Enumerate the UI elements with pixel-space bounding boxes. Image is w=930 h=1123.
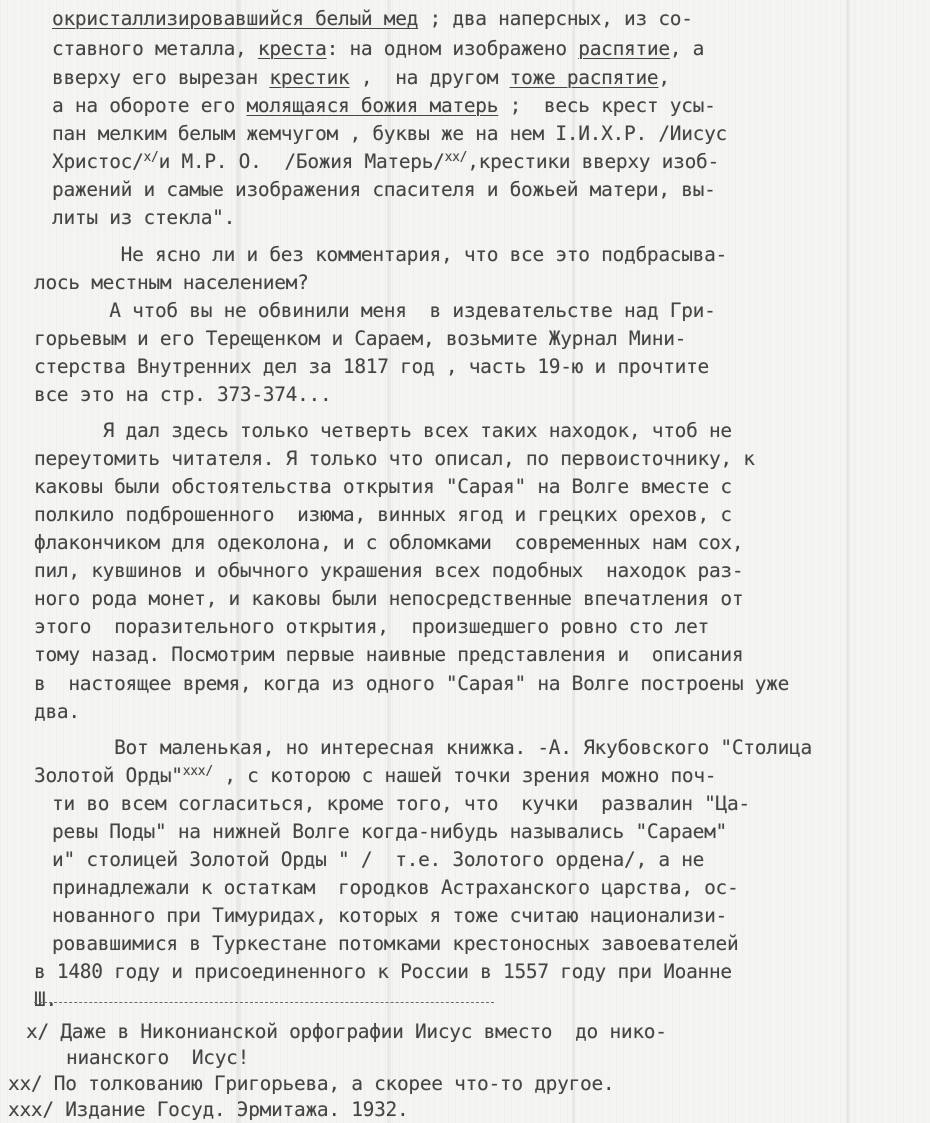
underlined-text: молящаяся божия матерь xyxy=(246,94,499,117)
text-segment: нованного при Тимуридах, которых я тоже считаю национализи- xyxy=(52,904,727,927)
text-line xyxy=(52,904,727,928)
text-segment: : на одном изображено xyxy=(326,37,579,60)
text-line xyxy=(34,355,709,379)
text-line xyxy=(52,7,693,31)
footnote-line: нианского Исус! xyxy=(66,1046,250,1069)
footnote-separator xyxy=(34,1002,494,1003)
footnote-line: х/ Даже в Никонианской орфографии Иисус вместо до нико- xyxy=(26,1020,667,1043)
text-line xyxy=(34,764,716,788)
text-line xyxy=(34,419,732,443)
text-line xyxy=(52,792,750,816)
text-line xyxy=(52,243,727,267)
text-segment: пан мелким белым жемчугом , буквы же на нем І.И.Х.Р. /Иисус xyxy=(52,122,727,145)
text-segment: ного рода монет, и каковы были непосредственные впечатления от xyxy=(34,587,744,610)
text-line xyxy=(52,66,670,90)
underlined-text: распятие xyxy=(578,37,670,60)
text-segment: пил, кувшинов и обычного украшения всех подобных находок раз- xyxy=(34,559,744,582)
text-line xyxy=(34,503,732,527)
text-segment: , а xyxy=(669,37,705,60)
text-line xyxy=(34,615,709,639)
text-segment: этого поразительного открытия, произшедшего ровно сто лет xyxy=(34,615,709,638)
text-segment: ; два наперсных, из со- xyxy=(418,7,693,30)
footnote-marker: х/ xyxy=(143,150,159,165)
text-segment: Я дал здесь только четверть всех таких находок, чтоб не xyxy=(34,419,732,442)
text-segment: ревы Поды" на нижней Волге когда-нибудь назывались "Сараем" xyxy=(52,820,727,843)
text-line xyxy=(34,531,743,555)
text-segment: Ш. xyxy=(34,988,57,1011)
text-line xyxy=(52,122,727,146)
text-line xyxy=(34,988,57,1012)
text-segment: ; весь крест усы- xyxy=(498,94,716,117)
text-line xyxy=(52,37,704,61)
text-segment: флакончиком для одеколона, и с обломками современных нам сох, xyxy=(34,531,744,554)
text-segment: в настоящее время, когда из одного "Сарая" на Волге построены уже xyxy=(34,672,790,695)
text-segment: ,крестики вверху изоб- xyxy=(467,150,719,173)
text-line xyxy=(34,475,732,499)
text-segment: Не ясно ли и без комментария, что все это подбрасыва- xyxy=(52,243,727,266)
text-segment: принадлежали к остаткам городков Астраханского царства, ос- xyxy=(52,876,739,899)
text-line xyxy=(34,447,755,471)
text-line xyxy=(52,932,738,956)
text-line xyxy=(34,271,309,295)
text-segment: Христос/ xyxy=(52,150,144,173)
scan-streak xyxy=(846,0,850,1123)
text-segment: ражений и самые изображения спасителя и божьей матери, вы- xyxy=(52,178,716,201)
text-line xyxy=(34,327,686,351)
text-line xyxy=(34,700,80,724)
text-segment: ставного металла, xyxy=(52,37,258,60)
underlined-text: крестик xyxy=(269,66,350,89)
text-line xyxy=(52,848,704,872)
footnote-marker: хх/ xyxy=(444,150,468,165)
text-line xyxy=(34,960,732,984)
text-segment: стерства Внутренних дел за 1817 год , часть 19-ю и прочтите xyxy=(34,355,709,378)
footnote-marker: ххх/ xyxy=(182,764,213,779)
text-line xyxy=(34,587,743,611)
text-segment: а на обороте его xyxy=(52,94,247,117)
underlined-text: креста xyxy=(257,37,327,60)
text-line xyxy=(34,736,812,760)
text-segment: Вот маленькая, но интересная книжка. -А. Якубовского "Столица xyxy=(34,736,812,759)
text-segment: горьевым и его Терещенком и Сараем, возьмите Журнал Мини- xyxy=(34,327,687,350)
footnote-line: ххх/ Издание Госуд. Эрмитажа. 1932. xyxy=(8,1098,409,1121)
text-line xyxy=(34,383,331,407)
underlined-text: окристаллизировавшийся белый мед xyxy=(52,7,419,30)
text-segment: ровавшимися в Туркестане потомками крестоносных завоевателей xyxy=(52,932,739,955)
text-line xyxy=(52,178,716,202)
text-line xyxy=(52,150,719,174)
text-segment: А чтоб вы не обвинили меня в издевательстве над Гри- xyxy=(52,299,716,322)
text-line xyxy=(52,94,716,118)
text-line xyxy=(34,672,789,696)
text-line xyxy=(34,643,743,667)
text-line xyxy=(52,820,727,844)
footnote-line: хх/ По толкованию Григорьева, а скорее что-то другое. xyxy=(8,1072,615,1095)
text-segment: полкило подброшенного изюма, винных ягод и грецких орехов, с xyxy=(34,503,732,526)
text-segment: , с которою с нашей точки зрения можно поч- xyxy=(212,764,717,787)
text-segment: в 1480 году и присоединенного к России в 1557 году при Иоанне xyxy=(34,960,732,983)
text-segment: все это на стр. 373-374... xyxy=(34,383,332,406)
text-segment: , xyxy=(658,66,670,89)
underlined-text: тоже распятие xyxy=(509,66,659,89)
text-segment: и" столицей Золотой Орды " / т.е. Золотого ордена/, а не xyxy=(52,848,705,871)
text-line xyxy=(52,299,716,323)
text-segment: и М.Р. О. /Божия Матерь/ xyxy=(158,150,445,173)
text-line xyxy=(52,206,235,230)
text-segment: тому назад. Посмотрим первые наивные представления и описания xyxy=(34,643,744,666)
text-segment: два. xyxy=(34,700,80,723)
text-line xyxy=(34,559,743,583)
text-segment: лось местным населением? xyxy=(34,271,309,294)
text-segment: переутомить читателя. Я только что описал, по первоисточнику, к xyxy=(34,447,755,470)
text-line xyxy=(52,876,738,900)
text-segment: Золотой Орды" xyxy=(34,764,183,787)
text-segment: , на другом xyxy=(349,66,510,89)
text-segment: литы из стекла". xyxy=(52,206,236,229)
text-segment: вверху его вырезан xyxy=(52,66,270,89)
text-segment: ти во всем согласиться, кроме того, что кучки развалин "Ца- xyxy=(52,792,750,815)
text-segment: каковы были обстоятельства открытия "Сарая" на Волге вместе с xyxy=(34,475,732,498)
